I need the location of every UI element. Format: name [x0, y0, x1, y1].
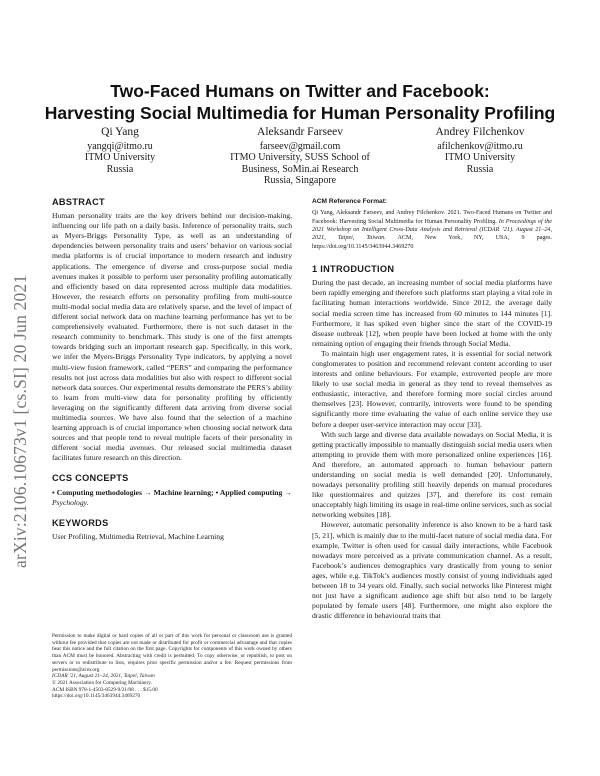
abstract-heading: ABSTRACT	[52, 197, 105, 207]
author-block	[60, 127, 540, 187]
keywords-text: User Profiling, Multimedia Retrieval, Machine Learning	[52, 531, 224, 541]
right-column	[312, 197, 552, 621]
author-email: afilchenkov@itmo.ru	[437, 140, 523, 152]
title-line-2: Harvesting Social Multimedia for Human Personality Profiling	[44, 103, 556, 123]
abstract-text: Human personality traits are the key drivers behind our decision-making, influencing our life path on a daily basis. Inference of personality traits, such as Myers-Briggs Personality Type, as well as an understanding of dependencies between personality traits and users’ behavior on various social media platforms is of crucial importance to modern research and industry applications. The emergence of diverse and cross-purpose social media avenues makes it possible to perform user personality profiling automatically and efficiently based on data represented across multiple data modalities. However, the research efforts on personality profiling from multi-source multi-modal social media data are relatively sparse, and the level of impact of different social network data on machine learning performance has yet to be comprehensively evaluated. Furthermore, there is not such dataset in the research community to benchmark. This study is one of the first attempts towards bridging such an important research gap. Specifically, in this work, we infer the Myers-Briggs Personality Type indicators, by applying a novel multi-view fusion framework, called “PERS” and comparing the performance results not just across data modalities but also with respect to different social network data sources. Our experimental results demonstrate the PERS’s ability to learn from multi-view data for personality profiling by efficiently leveraging on the significantly different data arriving from diverse social multimedia sources. We have also found that the selection of a machine learning approach is of crucial importance when choosing social network data sources and that people tend to reveal multiple facets of their personality in different social media avenues. Our released social multimedia dataset facilitates future research on this direction.	[52, 211, 292, 463]
intro-paragraph: However, automatic personality inference is also known to be a hard task [5, 21], which is mainly due to the multi-facet nature of social media data. For example, Twitter is often used for casual daily interactions, while Facebook nowadays more perceived as a private communication channel. As a result, Facebook’s audiences demographics vary drastically from young to senior ages, while e.g. TikTok’s audiences mostly consist of young individuals aged between 18 to 34 years old. Finally, such social networks like Pinterest might not just have a significant audience age shift but also tend to be largely populated by female users [48]. Furthermore, one might also explore the drastic difference in behavioural traits that	[312, 520, 552, 621]
conference-line: ICDAR ’21, August 21–24, 2021, Taipei, Taiwan	[52, 673, 155, 680]
author-2	[220, 127, 380, 187]
reference-venue: In Proceedings of the 2021 Workshop on Intelligent Cross-Data Analysis and Retrieval (ICDAR ’21). August 21–24, 2021, Taipei, Taiwan.	[312, 218, 552, 242]
intro-paragraph: During the past decade, an increasing number of social media platforms have been rapidly emerging and therefore such platforms start playing a vital role in facilitating human interactions worldwide. Since 2012, the average daily social media screen time has increased from 60 minutes to 144 minutes [1]. Furthermore, it has spiked even higher since the start of the COVID-19 disease outbreak [12], when people have been locked at home with the only remaining option of engaging their friends through Social Media.	[312, 278, 552, 348]
left-column	[52, 197, 292, 542]
reference-tail: ACM, New York, NY, USA, 9 pages. https://doi.org/10.1145/3463944.3469270	[312, 235, 553, 250]
introduction-heading: 1 INTRODUCTION	[312, 264, 395, 275]
author-name: Qi Yang	[101, 126, 139, 138]
author-country: Russia	[106, 163, 134, 175]
author-country: Russia, Singapore	[263, 175, 337, 186]
author-3	[420, 127, 540, 187]
reference-authors: Qi Yang, Aleksandr Farseev, and Andrey Filchenkov. 2021. Two-Faced Humans on Twitter and Facebook: Harvesting Social Multimedia for Human Personality Profiling.	[312, 210, 552, 225]
permission-text: Permission to make digital or hard copies of all or part of this work for personal or classroom use is granted without fee provided that copies are not made or distributed for profit or commercial advantage and that copies bear this notice and the full citation on the first page. Copyrights for components of this work owned by others than ACM must be honored. Abstracting with credit is permitted. To copy otherwise, or republish, to post on servers or to redistribute to lists, requires prior specific permission and/or a fee. Request permissions from permissions@acm.org.	[52, 633, 292, 673]
author-affiliation: Business, SoMin.ai Research	[241, 163, 359, 175]
isbn-line: ACM ISBN 978-1-4503-8529-9/21/08 . . . $15.00	[52, 686, 158, 693]
author-name: Aleksandr Farseev	[257, 126, 343, 138]
reference-format-text	[312, 209, 552, 251]
author-email: yangqi@itmo.ru	[87, 140, 153, 152]
author-email: farseev@gmail.com	[259, 140, 341, 152]
author-country: Russia	[466, 163, 494, 175]
permission-block	[52, 633, 292, 700]
ccs-concepts-main: • Computing methodologies → Machine learning; • Applied computing →	[52, 487, 292, 497]
intro-paragraph: To maintain high user engagement rates, it is essential for social network conglomerates to position and recommend relevant content according to user interests and online behaviours. For example, extroverted people are more likely to use social media in general as they tend to reveal themselves as enthusiastic, interactive, and therefore forming more social circles around themselves [23]. However, contrarily, introverts were found to be spending significantly more time evaluating the value of each online service they use before a deeper user-service interaction may occur [33].	[312, 348, 552, 429]
author-affiliation: ITMO University	[444, 152, 516, 163]
intro-paragraph: With such large and diverse data available nowadays on Social Media, it is getting practically impossible to manually distinguish social media users when attempting to provide them with more personalized online experiences [16]. And therefore, an automated approach to human behaviour pattern understanding on social media is well demanded [20]. Unfortunately, nowadays personality profiling still heavily depends on manual procedures like questionnaires and quizzes [37], and therefore its cost remain unacceptably high limiting its usage in real-time online services, such as social networking websites [18].	[312, 429, 552, 520]
ccs-heading: CCS CONCEPTS	[52, 473, 129, 484]
ccs-concepts	[52, 488, 292, 508]
author-name: Andrey Filchenkov	[435, 126, 525, 138]
copyright-line: © 2021 Association for Computing Machinery.	[52, 679, 152, 686]
author-affiliation: ITMO University, SUSS School of	[230, 152, 370, 163]
arxiv-stamp: arXiv:2106.10673v1 [cs.SI] 20 Jun 2021	[10, 274, 30, 568]
paper-title	[40, 80, 560, 124]
author-affiliation: ITMO University	[84, 152, 156, 163]
author-1	[60, 127, 180, 187]
reference-format-heading: ACM Reference Format:	[312, 198, 388, 205]
keywords-heading: KEYWORDS	[52, 517, 109, 528]
title-line-1: Two-Faced Humans on Twitter and Facebook:	[110, 81, 490, 101]
doi-line[interactable]: https://doi.org/10.1145/3463944.3469270	[52, 693, 141, 700]
ccs-concepts-leaf: Psychology.	[52, 497, 89, 507]
